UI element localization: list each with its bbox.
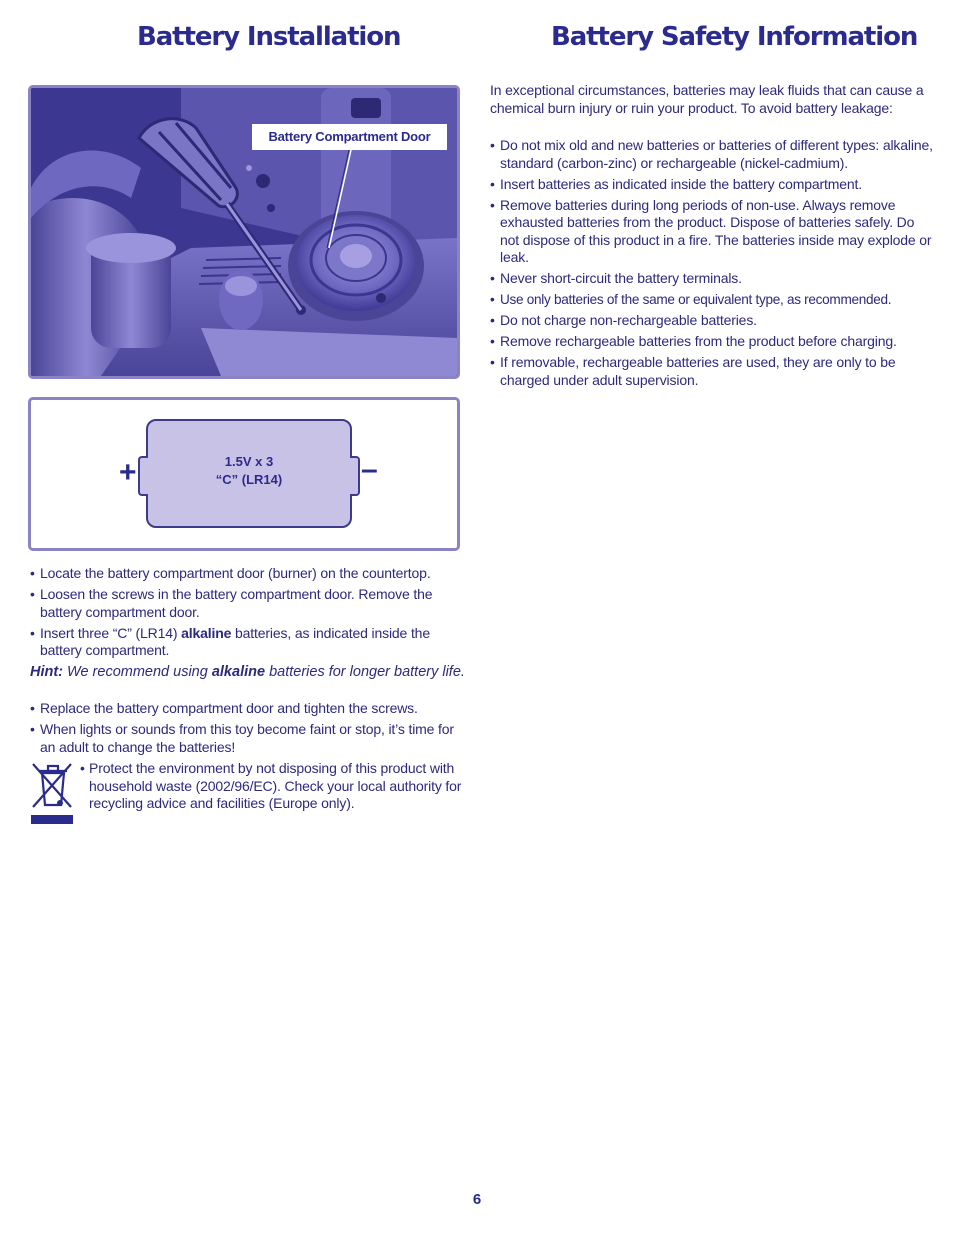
installation-step: • When lights or sounds from this toy become faint or stop, it’s time for an adult to change the batteries! <box>30 721 470 756</box>
safety-item: • If removable, rechargeable batteries are used, they are only to be charged under adult supervision. <box>490 354 935 389</box>
installation-steps <box>30 565 470 663</box>
battery-safety-heading: Battery Safety Information <box>551 22 918 52</box>
environment-note: • Protect the environment by not disposing of this product with household waste (2002/96/EC). Check your local authority for recycling advice and facilities (Europe only). <box>80 760 479 813</box>
positive-terminal-sign: + <box>119 456 137 489</box>
installation-step-battery-type <box>30 625 470 660</box>
installation-step: • Replace the battery compartment door and tighten the screws. <box>30 700 470 718</box>
battery-icon <box>146 419 352 528</box>
safety-intro: In exceptional circumstances, batteries may leak fluids that can cause a chemical burn injury or ruin your product. To avoid battery leakage: <box>490 82 924 116</box>
battery-compartment-illustration <box>28 85 460 379</box>
step-text: batteries, as indicated inside the battery compartment. <box>40 624 430 658</box>
battery-installation-heading: Battery Installation <box>137 22 401 52</box>
safety-item: • Remove batteries during long periods of non-use. Always remove exhausted batteries from the product. Dispose of batteries safely. Do not dispose of this product in a fire. The batteries inside may explode or leak. <box>490 197 935 267</box>
safety-item: • Use only batteries of the same or equivalent type, as recommended. <box>490 291 935 309</box>
hint-text: We recommend using <box>63 664 212 680</box>
battery-positive-cap <box>138 456 148 496</box>
hint-label: Hint: <box>30 664 64 680</box>
alkaline-keyword: alkaline <box>181 624 232 641</box>
step-text: Insert three “C” (LR14) <box>40 624 182 641</box>
page-number: 6 <box>472 1191 482 1208</box>
safety-item: • Remove rechargeable batteries from the product before charging. <box>490 333 935 351</box>
safety-item: • Never short-circuit the battery terminals. <box>490 270 935 288</box>
battery-diagram <box>28 397 460 551</box>
battery-compartment-door-callout: Battery Compartment Door <box>252 124 447 150</box>
safety-item: • Do not charge non-rechargeable batteries. <box>490 312 935 330</box>
battery-hint <box>30 664 470 682</box>
crossed-out-bin-icon <box>30 759 74 825</box>
battery-negative-cap <box>350 456 360 496</box>
installation-steps-continued <box>30 700 470 760</box>
safety-item: • Do not mix old and new batteries or batteries of different types: alkaline, standard (carbon-zinc) or rechargeable (nickel-cadmium). <box>490 137 935 172</box>
safety-items <box>490 137 935 393</box>
battery-voltage-label: 1.5V x 3 <box>224 454 274 469</box>
installation-step: • Locate the battery compartment door (burner) on the countertop. <box>30 565 470 583</box>
negative-terminal-sign: – <box>361 453 378 486</box>
installation-step: • Loosen the screws in the battery compartment door. Remove the battery compartment door. <box>30 586 470 621</box>
hint-text: batteries for longer battery life. <box>265 664 465 680</box>
alkaline-keyword: alkaline <box>211 664 266 680</box>
battery-type-label: “C” (LR14) <box>215 472 283 487</box>
safety-item: • Insert batteries as indicated inside the battery compartment. <box>490 176 935 194</box>
